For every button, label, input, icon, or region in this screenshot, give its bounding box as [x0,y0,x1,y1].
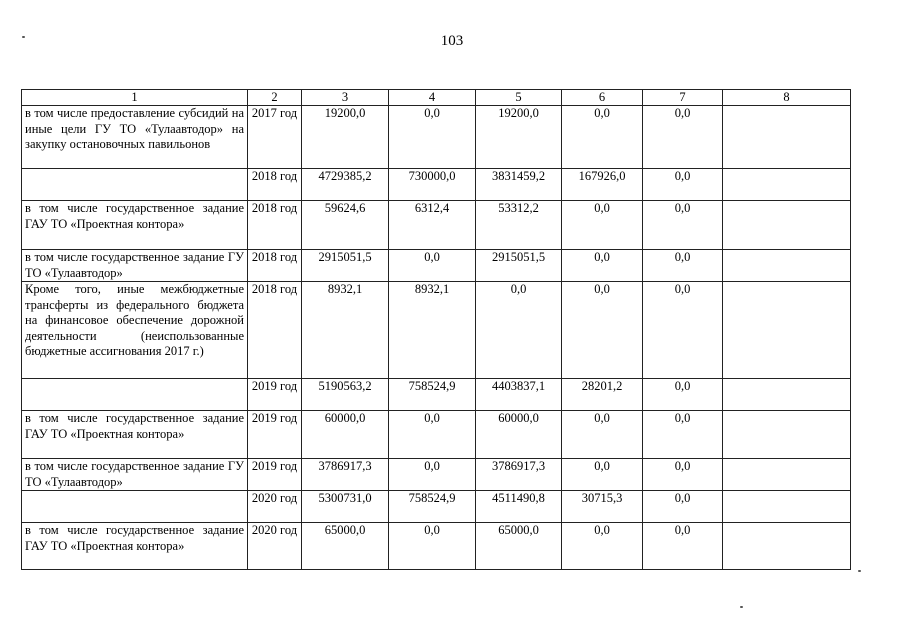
value-col5: 3831459,2 [476,169,562,201]
row-description: в том числе государственное задание ГАУ ТО «Проектная контора» [22,411,248,459]
header-cell: 7 [643,90,723,106]
value-col6: 28201,2 [562,379,643,411]
value-col4: 0,0 [389,250,476,282]
header-cell: 6 [562,90,643,106]
value-col6: 0,0 [562,411,643,459]
row-year: 2020 год [248,491,302,523]
table-row [22,282,851,379]
value-col3: 59624,6 [302,201,389,250]
table-row [22,523,851,570]
row-description: в том числе государственное задание ГАУ ТО «Проектная контора» [22,523,248,570]
value-col5: 0,0 [476,282,562,379]
value-col7: 0,0 [643,106,723,169]
value-col8 [723,201,851,250]
value-col4: 0,0 [389,523,476,570]
row-year: 2018 год [248,282,302,379]
header-cell: 2 [248,90,302,106]
row-year: 2019 год [248,379,302,411]
value-col7: 0,0 [643,169,723,201]
value-col5: 2915051,5 [476,250,562,282]
row-description: Кроме того, иные межбюджетные трансферты из федерального бюджета на финансовое обеспечение дорожной деятельности (неиспользованные бюджетные ассигнования 2017 г.) [22,282,248,379]
value-col3: 5190563,2 [302,379,389,411]
header-cell: 4 [389,90,476,106]
value-col7: 0,0 [643,523,723,570]
value-col6: 0,0 [562,106,643,169]
header-cell: 8 [723,90,851,106]
value-col4: 0,0 [389,459,476,491]
table-row [22,459,851,491]
row-year: 2018 год [248,201,302,250]
value-col7: 0,0 [643,491,723,523]
value-col8 [723,106,851,169]
scan-speck [22,36,25,38]
table-body [22,106,851,570]
value-col3: 3786917,3 [302,459,389,491]
row-description [22,491,248,523]
value-col6: 167926,0 [562,169,643,201]
value-col3: 19200,0 [302,106,389,169]
table-row [22,250,851,282]
table-row [22,201,851,250]
row-year: 2019 год [248,411,302,459]
page-number: 103 [440,33,464,49]
value-col3: 4729385,2 [302,169,389,201]
value-col8 [723,282,851,379]
budget-table [21,89,851,570]
value-col4: 6312,4 [389,201,476,250]
value-col5: 53312,2 [476,201,562,250]
value-col8 [723,411,851,459]
value-col8 [723,491,851,523]
value-col7: 0,0 [643,201,723,250]
row-description: в том числе государственное задание ГУ ТО «Тулаавтодор» [22,250,248,282]
value-col8 [723,379,851,411]
header-cell: 5 [476,90,562,106]
table-row [22,106,851,169]
value-col6: 30715,3 [562,491,643,523]
value-col8 [723,250,851,282]
header-cell: 1 [22,90,248,106]
header-cell: 3 [302,90,389,106]
value-col7: 0,0 [643,459,723,491]
row-year: 2018 год [248,169,302,201]
value-col4: 0,0 [389,106,476,169]
row-description: в том числе государственное задание ГУ ТО «Тулаавтодор» [22,459,248,491]
value-col8 [723,523,851,570]
table-row [22,379,851,411]
header-row [22,90,851,106]
value-col5: 19200,0 [476,106,562,169]
value-col5: 65000,0 [476,523,562,570]
row-year: 2020 год [248,523,302,570]
value-col3: 2915051,5 [302,250,389,282]
value-col3: 5300731,0 [302,491,389,523]
value-col5: 60000,0 [476,411,562,459]
table-row [22,411,851,459]
value-col7: 0,0 [643,250,723,282]
row-year: 2018 год [248,250,302,282]
value-col7: 0,0 [643,411,723,459]
value-col5: 4511490,8 [476,491,562,523]
row-year: 2019 год [248,459,302,491]
value-col4: 758524,9 [389,491,476,523]
table-row [22,491,851,523]
value-col7: 0,0 [643,379,723,411]
value-col8 [723,459,851,491]
value-col6: 0,0 [562,523,643,570]
row-description [22,379,248,411]
row-year: 2017 год [248,106,302,169]
value-col3: 8932,1 [302,282,389,379]
value-col7: 0,0 [643,282,723,379]
row-description [22,169,248,201]
table-row [22,169,851,201]
value-col8 [723,169,851,201]
row-description: в том числе государственное задание ГАУ ТО «Проектная контора» [22,201,248,250]
value-col6: 0,0 [562,459,643,491]
scan-speck [858,570,861,572]
value-col4: 8932,1 [389,282,476,379]
value-col6: 0,0 [562,201,643,250]
value-col4: 758524,9 [389,379,476,411]
value-col4: 0,0 [389,411,476,459]
value-col6: 0,0 [562,250,643,282]
value-col4: 730000,0 [389,169,476,201]
scan-speck [740,606,743,608]
value-col3: 65000,0 [302,523,389,570]
value-col3: 60000,0 [302,411,389,459]
value-col5: 4403837,1 [476,379,562,411]
value-col6: 0,0 [562,282,643,379]
row-description: в том числе предоставление субсидий на иные цели ГУ ТО «Тулаавтодор» на закупку остановочных павильонов [22,106,248,169]
value-col5: 3786917,3 [476,459,562,491]
